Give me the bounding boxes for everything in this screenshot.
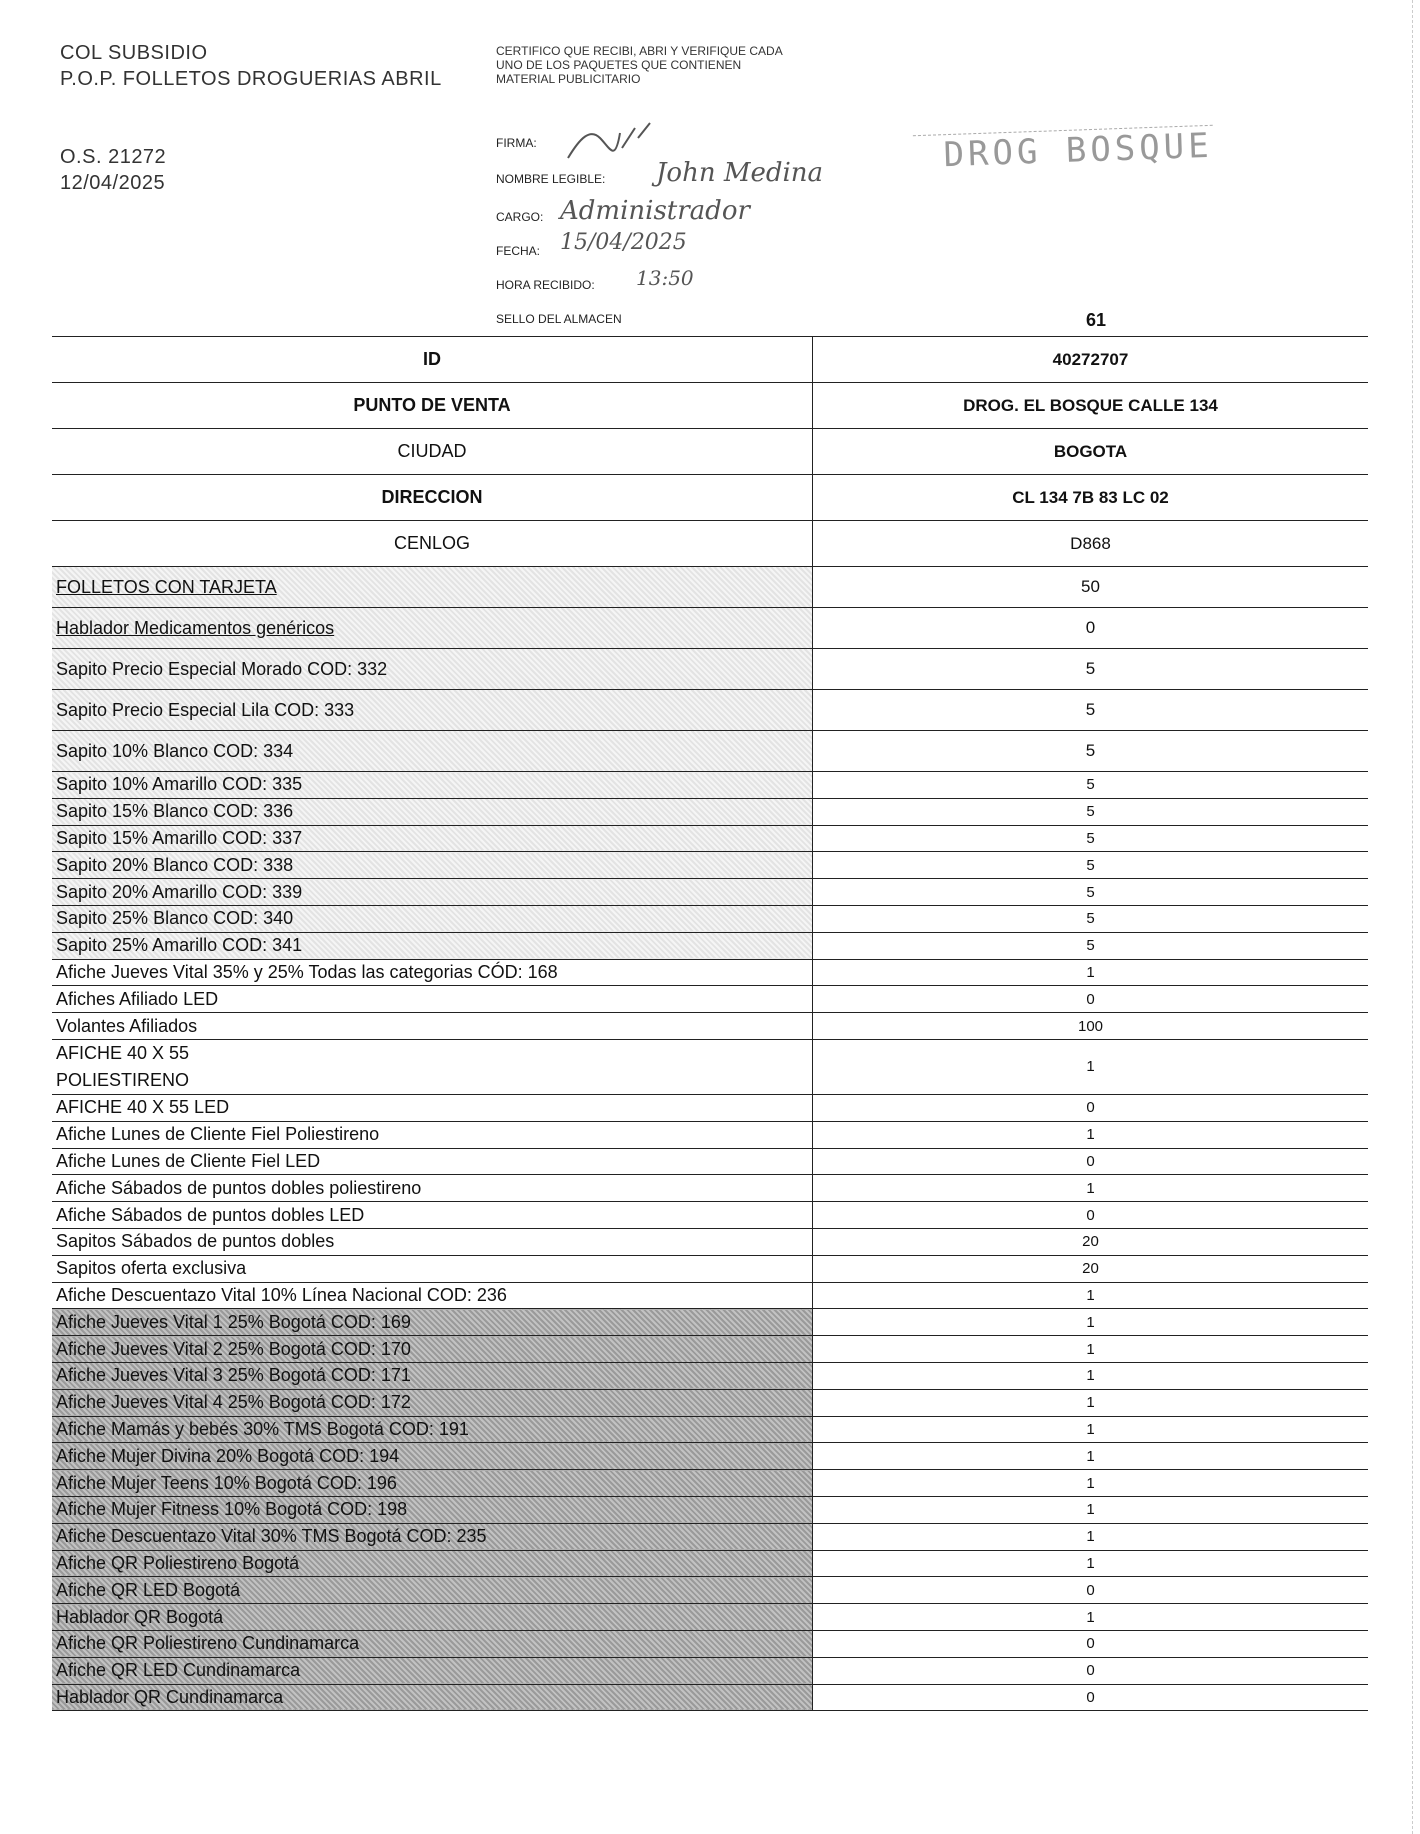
nombre-label: NOMBRE LEGIBLE: [496,172,606,186]
project-name: P.O.P. FOLLETOS DROGUERIAS ABRIL [60,68,442,90]
row-value: 1 [813,1416,1369,1443]
row-value: 5 [813,690,1369,731]
row-label: ID [52,337,813,383]
row-label: Sapito 25% Blanco COD: 340 [52,905,813,932]
row-value: 1 [813,1309,1369,1336]
row-label: Afiche Descuentazo Vital 30% TMS Bogotá COD: 235 [52,1523,813,1550]
row-label: FOLLETOS CON TARJETA [56,576,277,597]
table-row [52,1443,1368,1470]
row-label: Sapito 20% Amarillo COD: 339 [52,879,813,906]
row-value: 0 [813,986,1369,1013]
table-row [52,649,1368,690]
row-value: 5 [813,649,1369,690]
row-label: Afiche QR LED Cundinamarca [52,1657,813,1684]
row-label: Sapito 10% Blanco COD: 334 [52,731,813,772]
table-row [52,1496,1368,1523]
page-number: 61 [1086,310,1107,330]
table-row [52,1148,1368,1175]
table-row [52,1255,1368,1282]
signature-image [560,118,660,168]
table-row [52,1228,1368,1255]
row-label: Afiche Sábados de puntos dobles poliestireno [52,1175,813,1202]
row-label: PUNTO DE VENTA [52,383,813,429]
row-label: Hablador Medicamentos genéricos [56,617,335,638]
table-row [52,1577,1368,1604]
row-value: 1 [813,1443,1369,1470]
table-row [52,1523,1368,1550]
table-row [52,1094,1368,1121]
table-row [52,986,1368,1013]
row-value: 5 [813,932,1369,959]
row-value: 0 [813,1630,1369,1657]
table-row [52,429,1368,475]
row-value: 5 [813,905,1369,932]
row-value: 20 [813,1228,1369,1255]
row-value: 1 [813,1362,1369,1389]
table-row [52,475,1368,521]
table-row [52,1282,1368,1309]
table-row [52,1039,1368,1094]
row-value: 1 [813,1336,1369,1363]
row-value: 0 [813,1202,1369,1229]
row-label: AFICHE 40 X 55 [56,1042,190,1063]
row-label: Hablador QR Cundinamarca [52,1684,813,1711]
sello-label: SELLO DEL ALMACEN [496,312,622,326]
row-label: Sapito Precio Especial Morado COD: 332 [52,649,813,690]
document-header [60,40,442,196]
row-value: 5 [813,798,1369,825]
row-label: AFICHE 40 X 55 LED [52,1094,813,1121]
fecha-value: 15/04/2025 [560,230,687,255]
row-label: Afiche Jueves Vital 3 25% Bogotá COD: 171 [52,1362,813,1389]
table-row [52,1389,1368,1416]
table-row [52,1202,1368,1229]
row-value: 5 [813,879,1369,906]
row-value: 5 [813,731,1369,772]
table-row [52,798,1368,825]
cargo-value: Administrador [560,196,750,226]
row-value: 1 [813,1175,1369,1202]
table-row [52,1470,1368,1497]
row-label: Sapito Precio Especial Lila COD: 333 [52,690,813,731]
row-label: DIRECCION [52,475,813,521]
table-row [52,337,1368,383]
store-stamp: DROG BOSQUE [913,125,1215,205]
row-value: 5 [813,825,1369,852]
company-name: COL SUBSIDIO [60,42,208,64]
row-value: 20 [813,1255,1369,1282]
table-row [52,608,1368,649]
row-label: Afiche Lunes de Cliente Fiel Poliestireno [52,1121,813,1148]
row-label: Afiche Sábados de puntos dobles LED [52,1202,813,1229]
row-value: 1 [813,1604,1369,1631]
firma-label: FIRMA: [496,136,537,150]
table-row [52,959,1368,986]
hora-label: HORA RECIBIDO: [496,278,595,292]
row-label: Afiche Lunes de Cliente Fiel LED [52,1148,813,1175]
row-value: 5 [813,852,1369,879]
table-row [52,1550,1368,1577]
table-row [52,825,1368,852]
table-row [52,1121,1368,1148]
table-row [52,1309,1368,1336]
table-row [52,690,1368,731]
cargo-label: CARGO: [496,210,544,224]
nombre-value: John Medina [656,158,824,188]
table-row [52,879,1368,906]
table-row [52,1684,1368,1711]
row-label: Afiche QR Poliestireno Cundinamarca [52,1630,813,1657]
row-value: D868 [813,521,1369,567]
row-label: Afiche Mujer Fitness 10% Bogotá COD: 198 [52,1496,813,1523]
table-row [52,521,1368,567]
table-row [52,1175,1368,1202]
table-row [52,1013,1368,1040]
table-row [52,1416,1368,1443]
table-row [52,731,1368,772]
row-label: Afiche Jueves Vital 4 25% Bogotá COD: 172 [52,1389,813,1416]
row-value: 0 [813,1684,1369,1711]
row-label-2: POLIESTIRENO [56,1069,190,1090]
fecha-label: FECHA: [496,244,541,258]
table-row [52,852,1368,879]
row-value: 50 [813,567,1369,608]
table-row [52,1630,1368,1657]
row-label: Afiche Mamás y bebés 30% TMS Bogotá COD: 191 [52,1416,813,1443]
row-label: Afiche Mujer Teens 10% Bogotá COD: 196 [52,1470,813,1497]
row-label: CENLOG [52,521,813,567]
row-value: 0 [813,1657,1369,1684]
row-label: Afiche Descuentazo Vital 10% Línea Nacional COD: 236 [52,1282,813,1309]
row-label: Afiches Afiliado LED [52,986,813,1013]
row-value: 1 [813,959,1369,986]
row-label: Afiche QR Poliestireno Bogotá [52,1550,813,1577]
row-value: 1 [813,1470,1369,1497]
row-value: 0 [813,1577,1369,1604]
row-value: DROG. EL BOSQUE CALLE 134 [813,383,1369,429]
row-value: 0 [813,1094,1369,1121]
order-date: 12/04/2025 [60,172,166,194]
table-row [52,567,1368,608]
row-label: Afiche Jueves Vital 2 25% Bogotá COD: 170 [52,1336,813,1363]
table-row [52,1362,1368,1389]
row-value: 1 [813,1523,1369,1550]
row-label: Sapitos oferta exclusiva [52,1255,813,1282]
row-value: BOGOTA [813,429,1369,475]
row-label: Volantes Afiliados [52,1013,813,1040]
row-value: 1 [813,1496,1369,1523]
table-row [52,772,1368,799]
row-label: Afiche QR LED Bogotá [52,1577,813,1604]
row-value: 1 [813,1389,1369,1416]
table-row [52,1657,1368,1684]
row-value: 0 [813,1148,1369,1175]
row-label: Afiche Jueves Vital 35% y 25% Todas las categorias CÓD: 168 [52,959,813,986]
table-row [52,1336,1368,1363]
delivery-table [52,336,1368,1711]
row-label: CIUDAD [52,429,813,475]
row-label: Afiche Mujer Divina 20% Bogotá COD: 194 [52,1443,813,1470]
row-label: Sapitos Sábados de puntos dobles [52,1228,813,1255]
table-row [52,932,1368,959]
row-label: Hablador QR Bogotá [52,1604,813,1631]
row-value: 1 [813,1121,1369,1148]
row-label: Afiche Jueves Vital 1 25% Bogotá COD: 169 [52,1309,813,1336]
order-number: O.S. 21272 [60,146,167,168]
row-label: Sapito 15% Blanco COD: 336 [52,798,813,825]
row-value: 100 [813,1013,1369,1040]
row-value: 1 [813,1550,1369,1577]
row-label: Sapito 25% Amarillo COD: 341 [52,932,813,959]
row-value: 1 [813,1282,1369,1309]
table-row [52,905,1368,932]
scan-edge [1412,0,1414,1834]
row-value: 1 [813,1039,1369,1094]
row-value: 0 [813,608,1369,649]
row-value: CL 134 7B 83 LC 02 [813,475,1369,521]
row-label: Sapito 15% Amarillo COD: 337 [52,825,813,852]
certification-text: CERTIFICO QUE RECIBI, ABRI Y VERIFIQUE CADA UNO DE LOS PAQUETES QUE CONTIENEN MATERIAL PUBLICITARIO [496,44,783,86]
row-label: Sapito 20% Blanco COD: 338 [52,852,813,879]
table-row [52,1604,1368,1631]
row-value: 5 [813,772,1369,799]
row-label: Sapito 10% Amarillo COD: 335 [52,772,813,799]
row-value: 40272707 [813,337,1369,383]
table-row [52,383,1368,429]
hora-value: 13:50 [636,266,694,290]
